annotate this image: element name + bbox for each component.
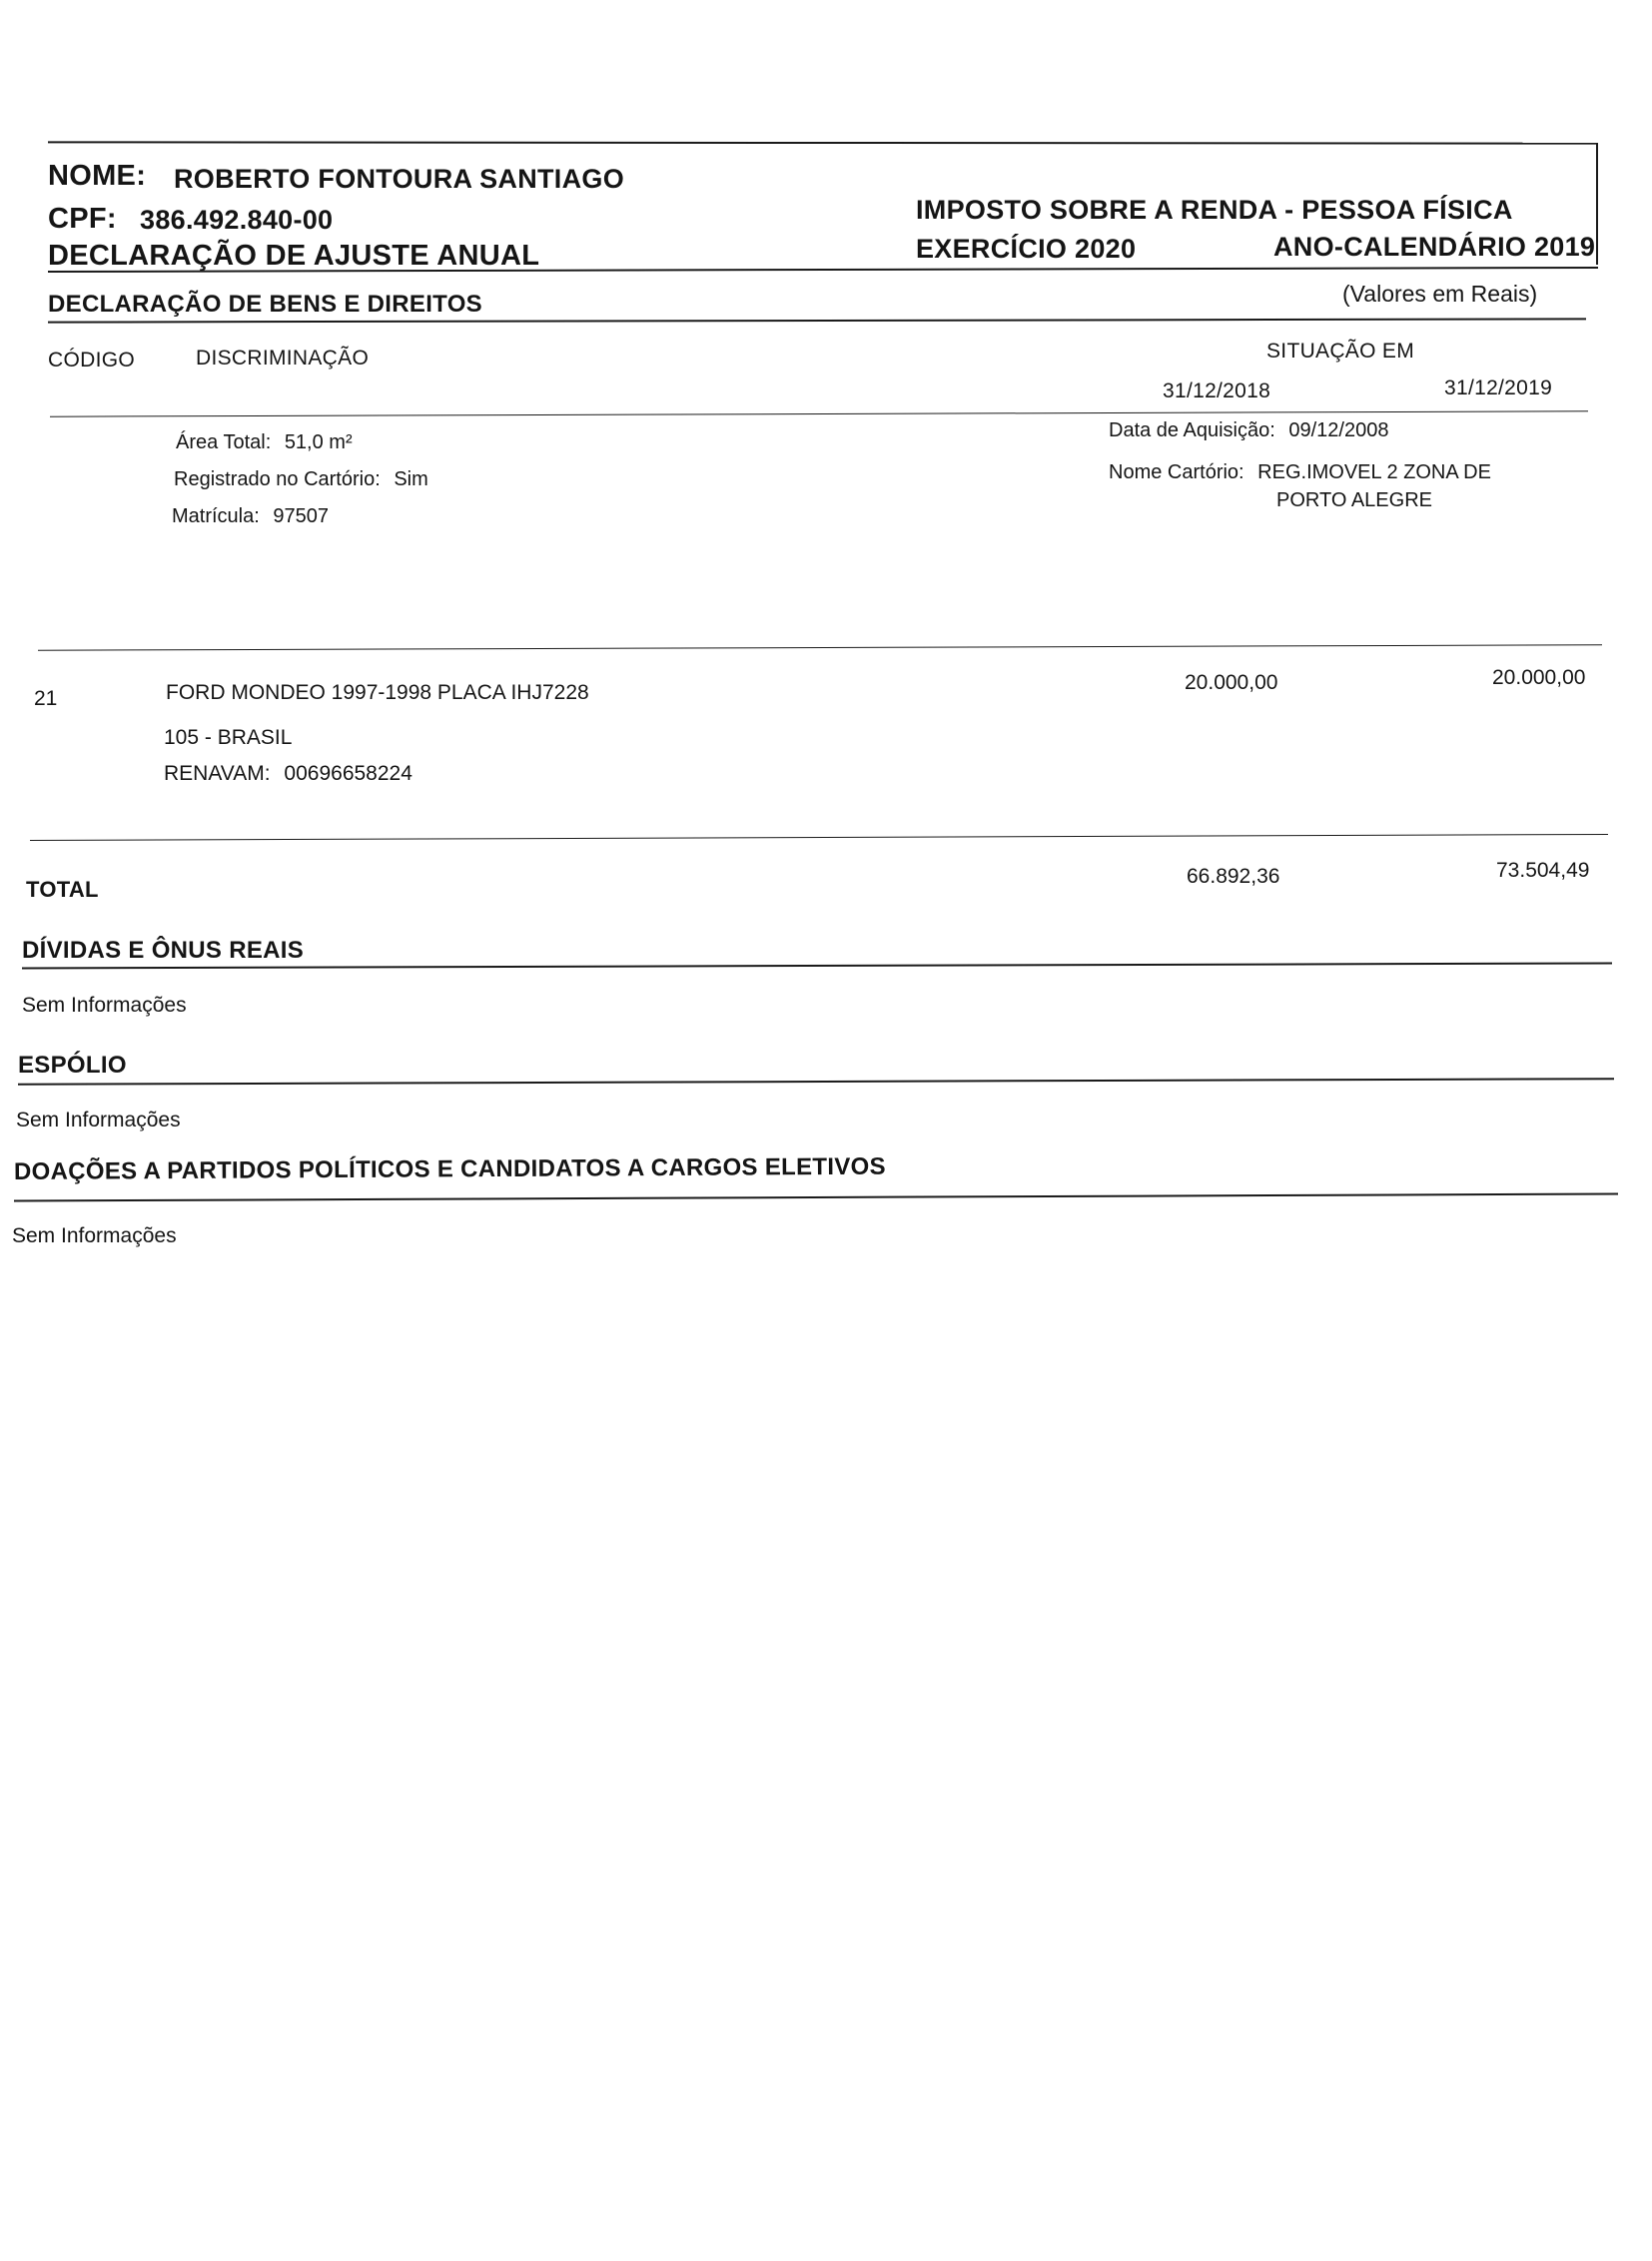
bens-header-rule bbox=[50, 410, 1588, 416]
dividas-title: DÍVIDAS E ÔNUS REAIS bbox=[22, 937, 305, 964]
bens-title-rule bbox=[48, 318, 1586, 323]
item2-value-2019: 20.000,00 bbox=[1492, 666, 1586, 689]
cpf-value: 386.492.840-00 bbox=[140, 205, 334, 235]
registrado-value: Sim bbox=[394, 468, 428, 490]
col-situacao: SITUAÇÃO EM bbox=[1266, 340, 1414, 363]
col-discriminacao: DISCRIMINAÇÃO bbox=[196, 347, 370, 370]
cpf-label: CPF: bbox=[48, 203, 117, 235]
item1-bottom-rule bbox=[38, 644, 1602, 650]
exercicio-label: EXERCÍCIO 2020 bbox=[916, 234, 1137, 264]
area-total-label: Área Total: bbox=[176, 431, 272, 453]
renavam-value: 00696658224 bbox=[284, 762, 413, 785]
cartorio-line1: REG.IMOVEL 2 ZONA DE bbox=[1257, 461, 1491, 483]
nome-value: ROBERTO FONTOURA SANTIAGO bbox=[174, 164, 625, 194]
cartorio-line2: PORTO ALEGRE bbox=[1276, 489, 1432, 511]
total-2018: 66.892,36 bbox=[1187, 865, 1280, 888]
col-date-2019: 31/12/2019 bbox=[1444, 377, 1553, 399]
tax-title: IMPOSTO SOBRE A RENDA - PESSOA FÍSICA bbox=[916, 195, 1513, 225]
doacoes-rule bbox=[14, 1192, 1618, 1201]
header-top-rule bbox=[48, 141, 1598, 144]
item2-line1: FORD MONDEO 1997-1998 PLACA IHJ7228 bbox=[166, 681, 589, 704]
header-right-rule bbox=[1596, 143, 1598, 265]
bens-section-title: DECLARAÇÃO DE BENS E DIREITOS bbox=[48, 291, 482, 318]
dividas-content: Sem Informações bbox=[22, 994, 187, 1017]
espolio-title: ESPÓLIO bbox=[18, 1052, 127, 1079]
data-aquisicao bbox=[1109, 419, 1388, 442]
item2-renavam bbox=[164, 762, 413, 786]
area-total bbox=[176, 431, 353, 454]
units-note: (Valores em Reais) bbox=[1342, 281, 1538, 307]
doacoes-content: Sem Informações bbox=[12, 1224, 177, 1247]
matricula bbox=[172, 505, 329, 528]
doacoes-title: DOAÇÕES A PARTIDOS POLÍTICOS E CANDIDATOS A CARGOS ELETIVOS bbox=[13, 1152, 886, 1185]
renavam-label: RENAVAM: bbox=[164, 762, 271, 785]
area-total-value: 51,0 m² bbox=[284, 431, 353, 453]
item2-codigo: 21 bbox=[34, 687, 58, 710]
registrado-cartorio bbox=[174, 468, 428, 491]
item2-value-2018: 20.000,00 bbox=[1185, 671, 1278, 694]
cartorio-label: Nome Cartório: bbox=[1109, 461, 1244, 483]
col-date-2018: 31/12/2018 bbox=[1163, 379, 1271, 402]
ano-calendario-label: ANO-CALENDÁRIO 2019 bbox=[1273, 232, 1596, 262]
registrado-label: Registrado no Cartório: bbox=[174, 468, 381, 490]
nome-cartorio bbox=[1109, 461, 1491, 484]
matricula-label: Matrícula: bbox=[172, 505, 260, 527]
aquisicao-value: 09/12/2008 bbox=[1288, 419, 1389, 441]
espolio-content: Sem Informações bbox=[16, 1109, 181, 1131]
col-codigo: CÓDIGO bbox=[48, 349, 135, 372]
total-label: TOTAL bbox=[26, 877, 99, 902]
total-2019: 73.504,49 bbox=[1496, 859, 1590, 882]
item2-line2: 105 - BRASIL bbox=[164, 726, 293, 749]
espolio-rule bbox=[18, 1078, 1614, 1086]
aquisicao-label: Data de Aquisição: bbox=[1109, 419, 1275, 441]
item2-bottom-rule bbox=[30, 834, 1608, 841]
declaration-title: DECLARAÇÃO DE AJUSTE ANUAL bbox=[48, 240, 540, 272]
nome-label: NOME: bbox=[48, 160, 147, 192]
matricula-value: 97507 bbox=[273, 505, 329, 527]
